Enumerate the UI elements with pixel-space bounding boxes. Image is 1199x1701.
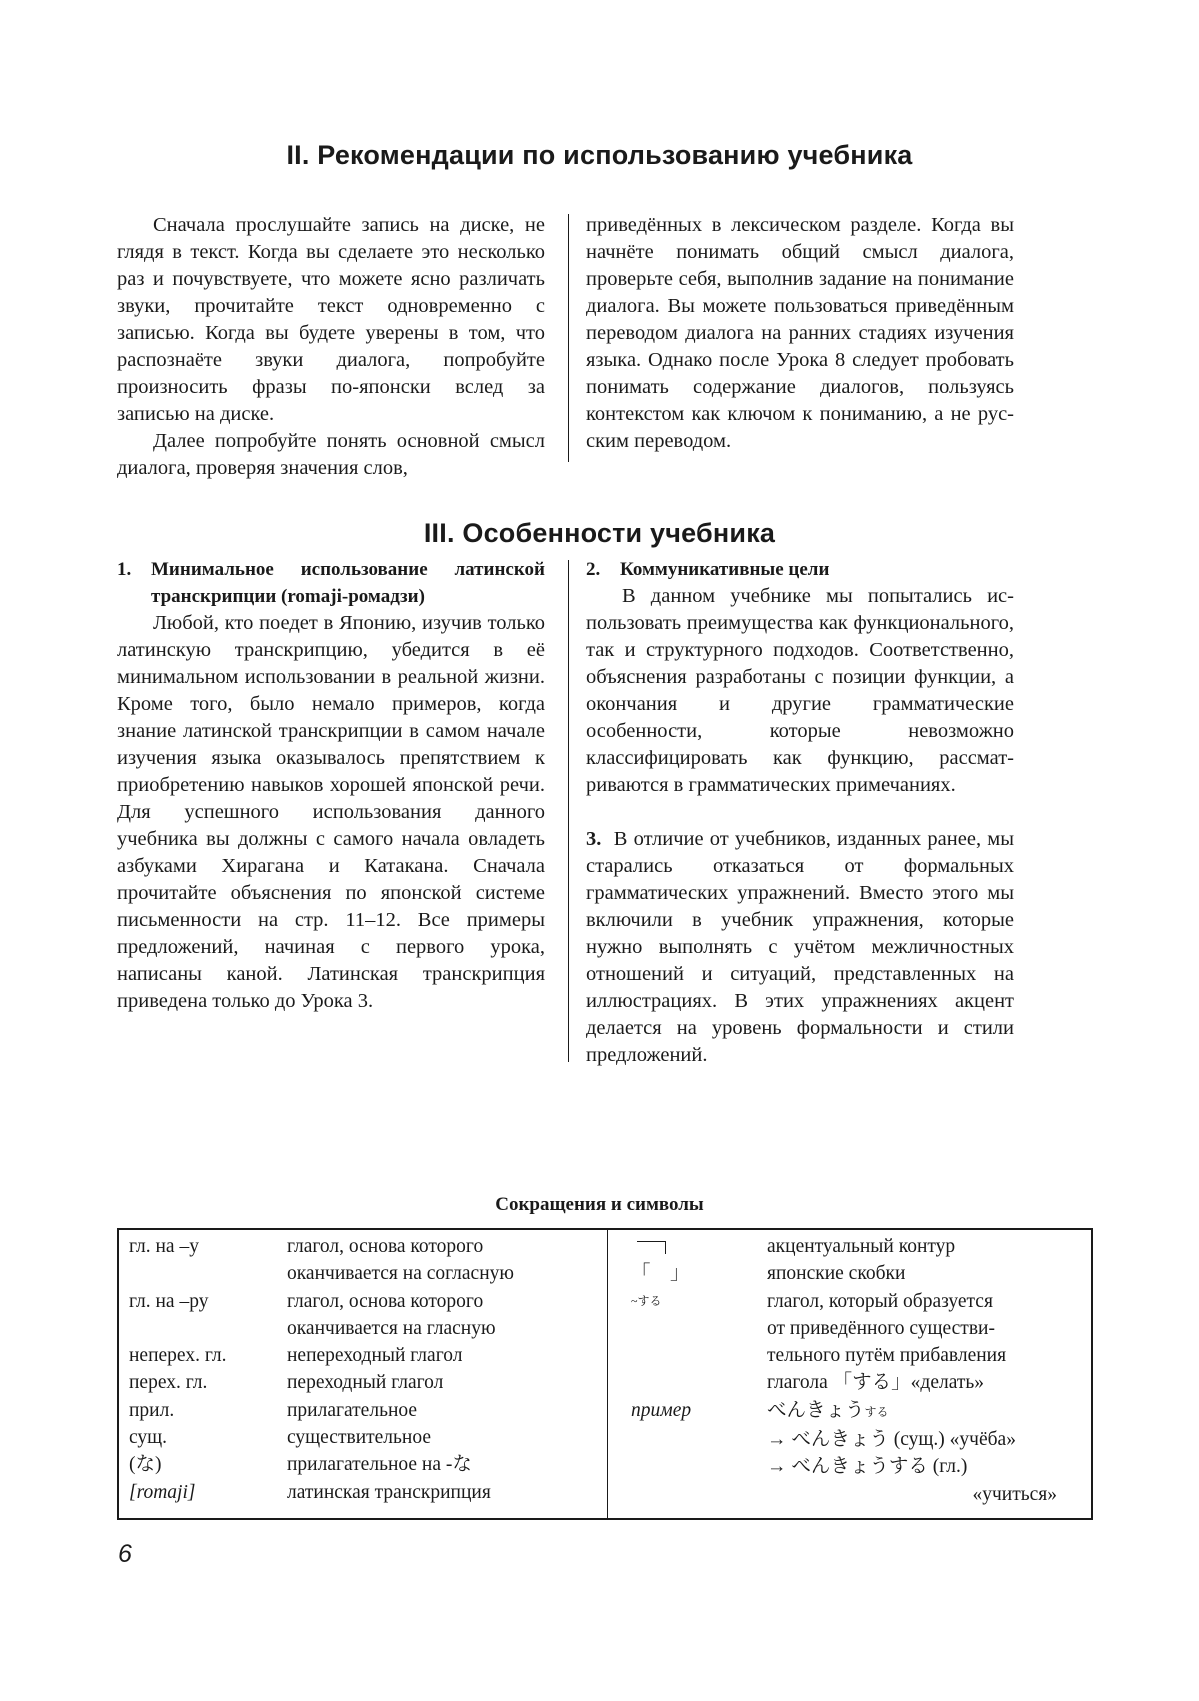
suru-symbol: ~する bbox=[631, 1293, 662, 1308]
example-label: пример bbox=[631, 1399, 692, 1421]
accent-contour-icon bbox=[637, 1241, 666, 1254]
table-row: гл. на –ру глагол, основа которого bbox=[129, 1290, 484, 1312]
section-3-left-column bbox=[117, 556, 545, 1015]
table-row: пример べんきょうする bbox=[617, 1397, 1087, 1426]
table-row: ~する глагол, который образуется bbox=[617, 1288, 1087, 1315]
column-divider bbox=[568, 214, 569, 462]
abbreviations-title: Сокращения и символы bbox=[495, 1194, 704, 1215]
item-number: 3. bbox=[586, 828, 602, 850]
paragraph: приведённых в лексическом разделе. Когда вы начнёте понимать общий смысл диалога, проверьте себя, выполнив задание на понимание диалога. Вы можете пользоваться приведённым переводом диалога на ранних стадиях изучения языка. Однако после Урока 8 следует пробовать понимать содержание диалогов, пользуясь контекстом как ключом к пониманию, а не русским переводом. bbox=[586, 214, 1014, 452]
table-row: акцентуальный контур bbox=[617, 1233, 1087, 1260]
item-number: 2. bbox=[586, 559, 601, 580]
table-row: тельного путём прибавления bbox=[767, 1345, 1007, 1367]
table-row: 「 」 японские скобки bbox=[617, 1260, 1087, 1287]
table-row: → べんきょうする (гл.) bbox=[767, 1456, 968, 1478]
section-2-left-column bbox=[117, 212, 545, 482]
section-2-right-column bbox=[586, 212, 1014, 455]
table-row: перех. гл. переходный глагол bbox=[129, 1372, 444, 1394]
abbreviations-left bbox=[129, 1233, 599, 1506]
item-2-body: В данном учебнике мы попытались использовать преимущества как функционального, так и структурного подходов. Соответственно, объяснения разработаны с позиции функции, а окончания и другие грамматические особенности, которые невозможно классифицировать как функцию, рассматриваются в грамматических примечаниях. bbox=[586, 585, 1014, 796]
section-2-title: II. Рекомендации по использованию учебника bbox=[286, 140, 913, 170]
table-row: сущ. существительное bbox=[129, 1427, 432, 1449]
table-row: гл. на –у глагол, основа которого bbox=[129, 1236, 484, 1257]
table-divider bbox=[607, 1230, 608, 1518]
paragraph: Сначала прослушайте запись на диске, не глядя в текст. Когда вы сделаете это несколько раз и почувствуете, что можете ясно различать звуки, прочитайте текст одновременно с записью. Когда вы будете уверены в том, что распознаёте звуки диалога, попробуйте произносить фразы по-японски вслед за записью на диске. bbox=[117, 214, 545, 425]
item-1-body: Любой, кто поедет в Японию, изучив только латинскую транскрипцию, убедится в её минимальном использовании в реальной жизни. Кроме того, было немало примеров, когда знание латинской транскрипции в самом начале изучения языка оказывалось препятствием к приобретению навыков хорошей японской речи. Для успешного использования данного учебника вы должны с самого начала овладеть азбуками Хирагана и Катакана. Сначала прочитайте объяснения по японской системе письменности на стр. 11–12. Все примеры предложений, начиная с первого урока, написаны каной. Латинская транскрипция приведена только до Урока 3. bbox=[117, 612, 545, 1012]
table-row: «учиться» bbox=[972, 1483, 1057, 1505]
table-row: [romaji] латинская транскрипция bbox=[129, 1481, 491, 1503]
table-row: глагола 「する」«делать» bbox=[767, 1372, 985, 1394]
item-number: 1. bbox=[117, 559, 132, 580]
table-row: прил. прилагательное bbox=[129, 1399, 418, 1421]
abbreviations-right bbox=[617, 1233, 1087, 1508]
table-row: оканчивается на согласную bbox=[287, 1263, 514, 1285]
table-row: оканчивается на гласную bbox=[287, 1317, 496, 1339]
page-number: 6 bbox=[118, 1540, 132, 1568]
section-3-right-column bbox=[586, 556, 1014, 1069]
table-row: → べんきょう (сущ.) «учёба» bbox=[767, 1429, 1016, 1451]
table-row: от приведённого существи- bbox=[767, 1317, 995, 1339]
japanese-brackets-symbol: 「 」 bbox=[631, 1263, 690, 1285]
table-row: неперех. гл. непереходный глагол bbox=[129, 1345, 463, 1367]
column-divider bbox=[568, 560, 569, 1062]
section-3-title: III. Особенности учебника bbox=[423, 518, 776, 548]
item-1-heading: 1. Минимальное использование латинской транскрипции (romaji-ромадзи) bbox=[117, 556, 545, 610]
table-row: (な) прилагательное на -な bbox=[129, 1454, 472, 1476]
paragraph: Далее попробуйте понять основной смысл диалога, проверяя значения слов, bbox=[117, 430, 545, 479]
abbreviations-table bbox=[117, 1228, 1093, 1520]
item-2-heading: 2. Коммуникативные цели bbox=[586, 556, 1014, 583]
item-3-body: 3. В отличие от учебников, изданных ранее, мы старались отказаться от формальных грамматических упражнений. Вместо этого мы включили в учебник упражнения, которые нужно выполнять с учётом межличностных отношений и ситуаций, представленных на иллюстрациях. В этих упражнениях акцент делается на уровень формальности и стили предложений. bbox=[586, 828, 1014, 1066]
